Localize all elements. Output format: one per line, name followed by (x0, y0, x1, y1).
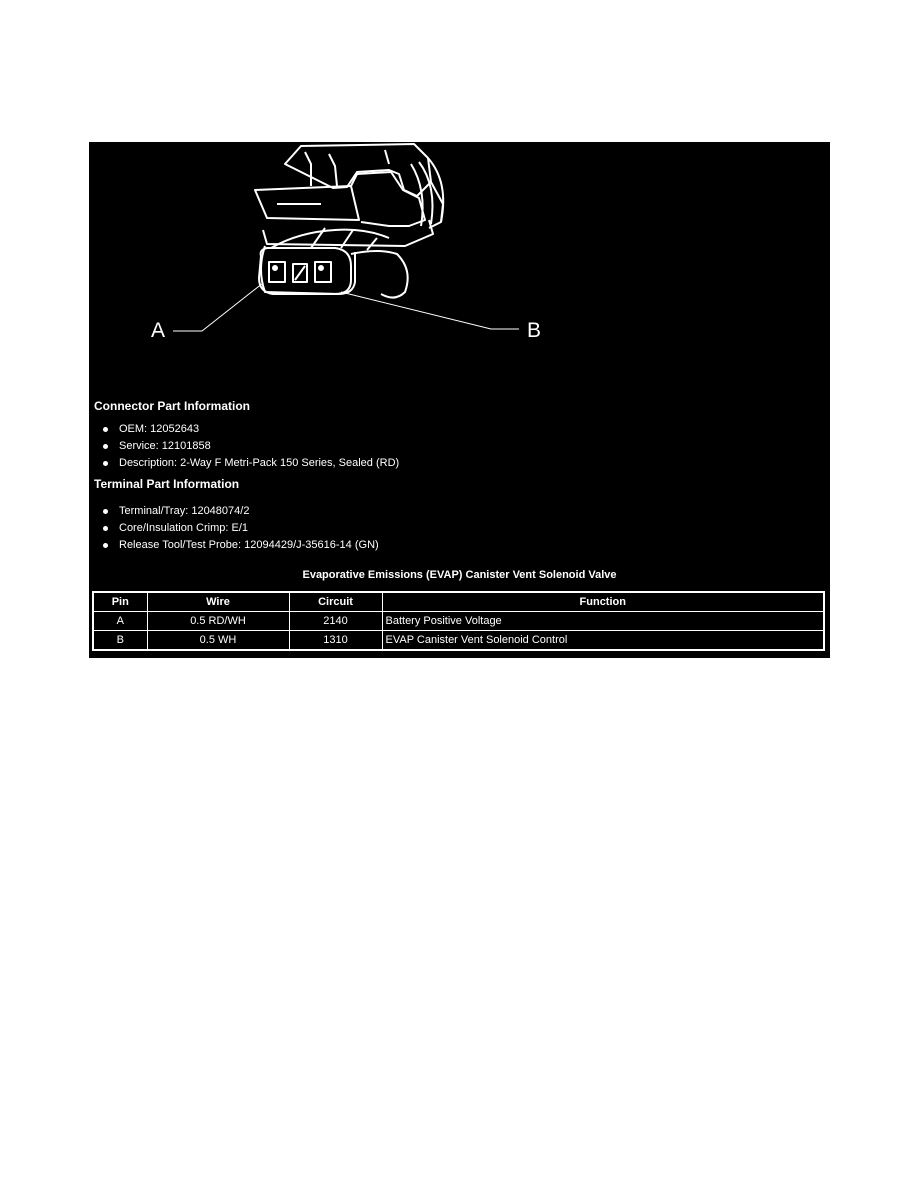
pin-cell: A (93, 612, 147, 631)
callout-a-label: A (151, 319, 166, 342)
terminal-info-list (103, 503, 379, 554)
table-row (93, 612, 824, 631)
circuit-cell: 2140 (289, 612, 382, 631)
circuit-cell: 1310 (289, 631, 382, 651)
wire-cell: 0.5 WH (147, 631, 289, 651)
function-cell: EVAP Canister Vent Solenoid Control (382, 631, 824, 651)
column-header-function: Function (382, 592, 824, 612)
pin-cell: B (93, 631, 147, 651)
connector-info-list (103, 421, 399, 472)
connector-info-heading: Connector Part Information (94, 399, 251, 413)
column-header-wire: Wire (147, 592, 289, 612)
pinout-table (92, 591, 825, 651)
terminal-info-heading: Terminal Part Information (94, 477, 240, 491)
connector-info-panel (89, 142, 830, 658)
list-item: Service: 12101858 (103, 438, 399, 455)
list-item: Description: 2-Way F Metri-Pack 150 Series, Sealed (RD) (103, 455, 399, 472)
column-header-pin: Pin (93, 592, 147, 612)
function-cell: Battery Positive Voltage (382, 612, 824, 631)
callout-b-label: B (527, 319, 542, 342)
table-title: Evaporative Emissions (EVAP) Canister Vent Solenoid Valve (302, 569, 617, 581)
list-item: Core/Insulation Crimp: E/1 (103, 520, 379, 537)
table-row (93, 631, 824, 651)
list-item: Release Tool/Test Probe: 12094429/J-35616-14 (GN) (103, 537, 379, 554)
list-item: Terminal/Tray: 12048074/2 (103, 503, 379, 520)
wire-cell: 0.5 RD/WH (147, 612, 289, 631)
column-header-circuit: Circuit (289, 592, 382, 612)
list-item: OEM: 12052643 (103, 421, 399, 438)
connector-illustration (89, 142, 830, 392)
table-header-row (93, 592, 824, 612)
